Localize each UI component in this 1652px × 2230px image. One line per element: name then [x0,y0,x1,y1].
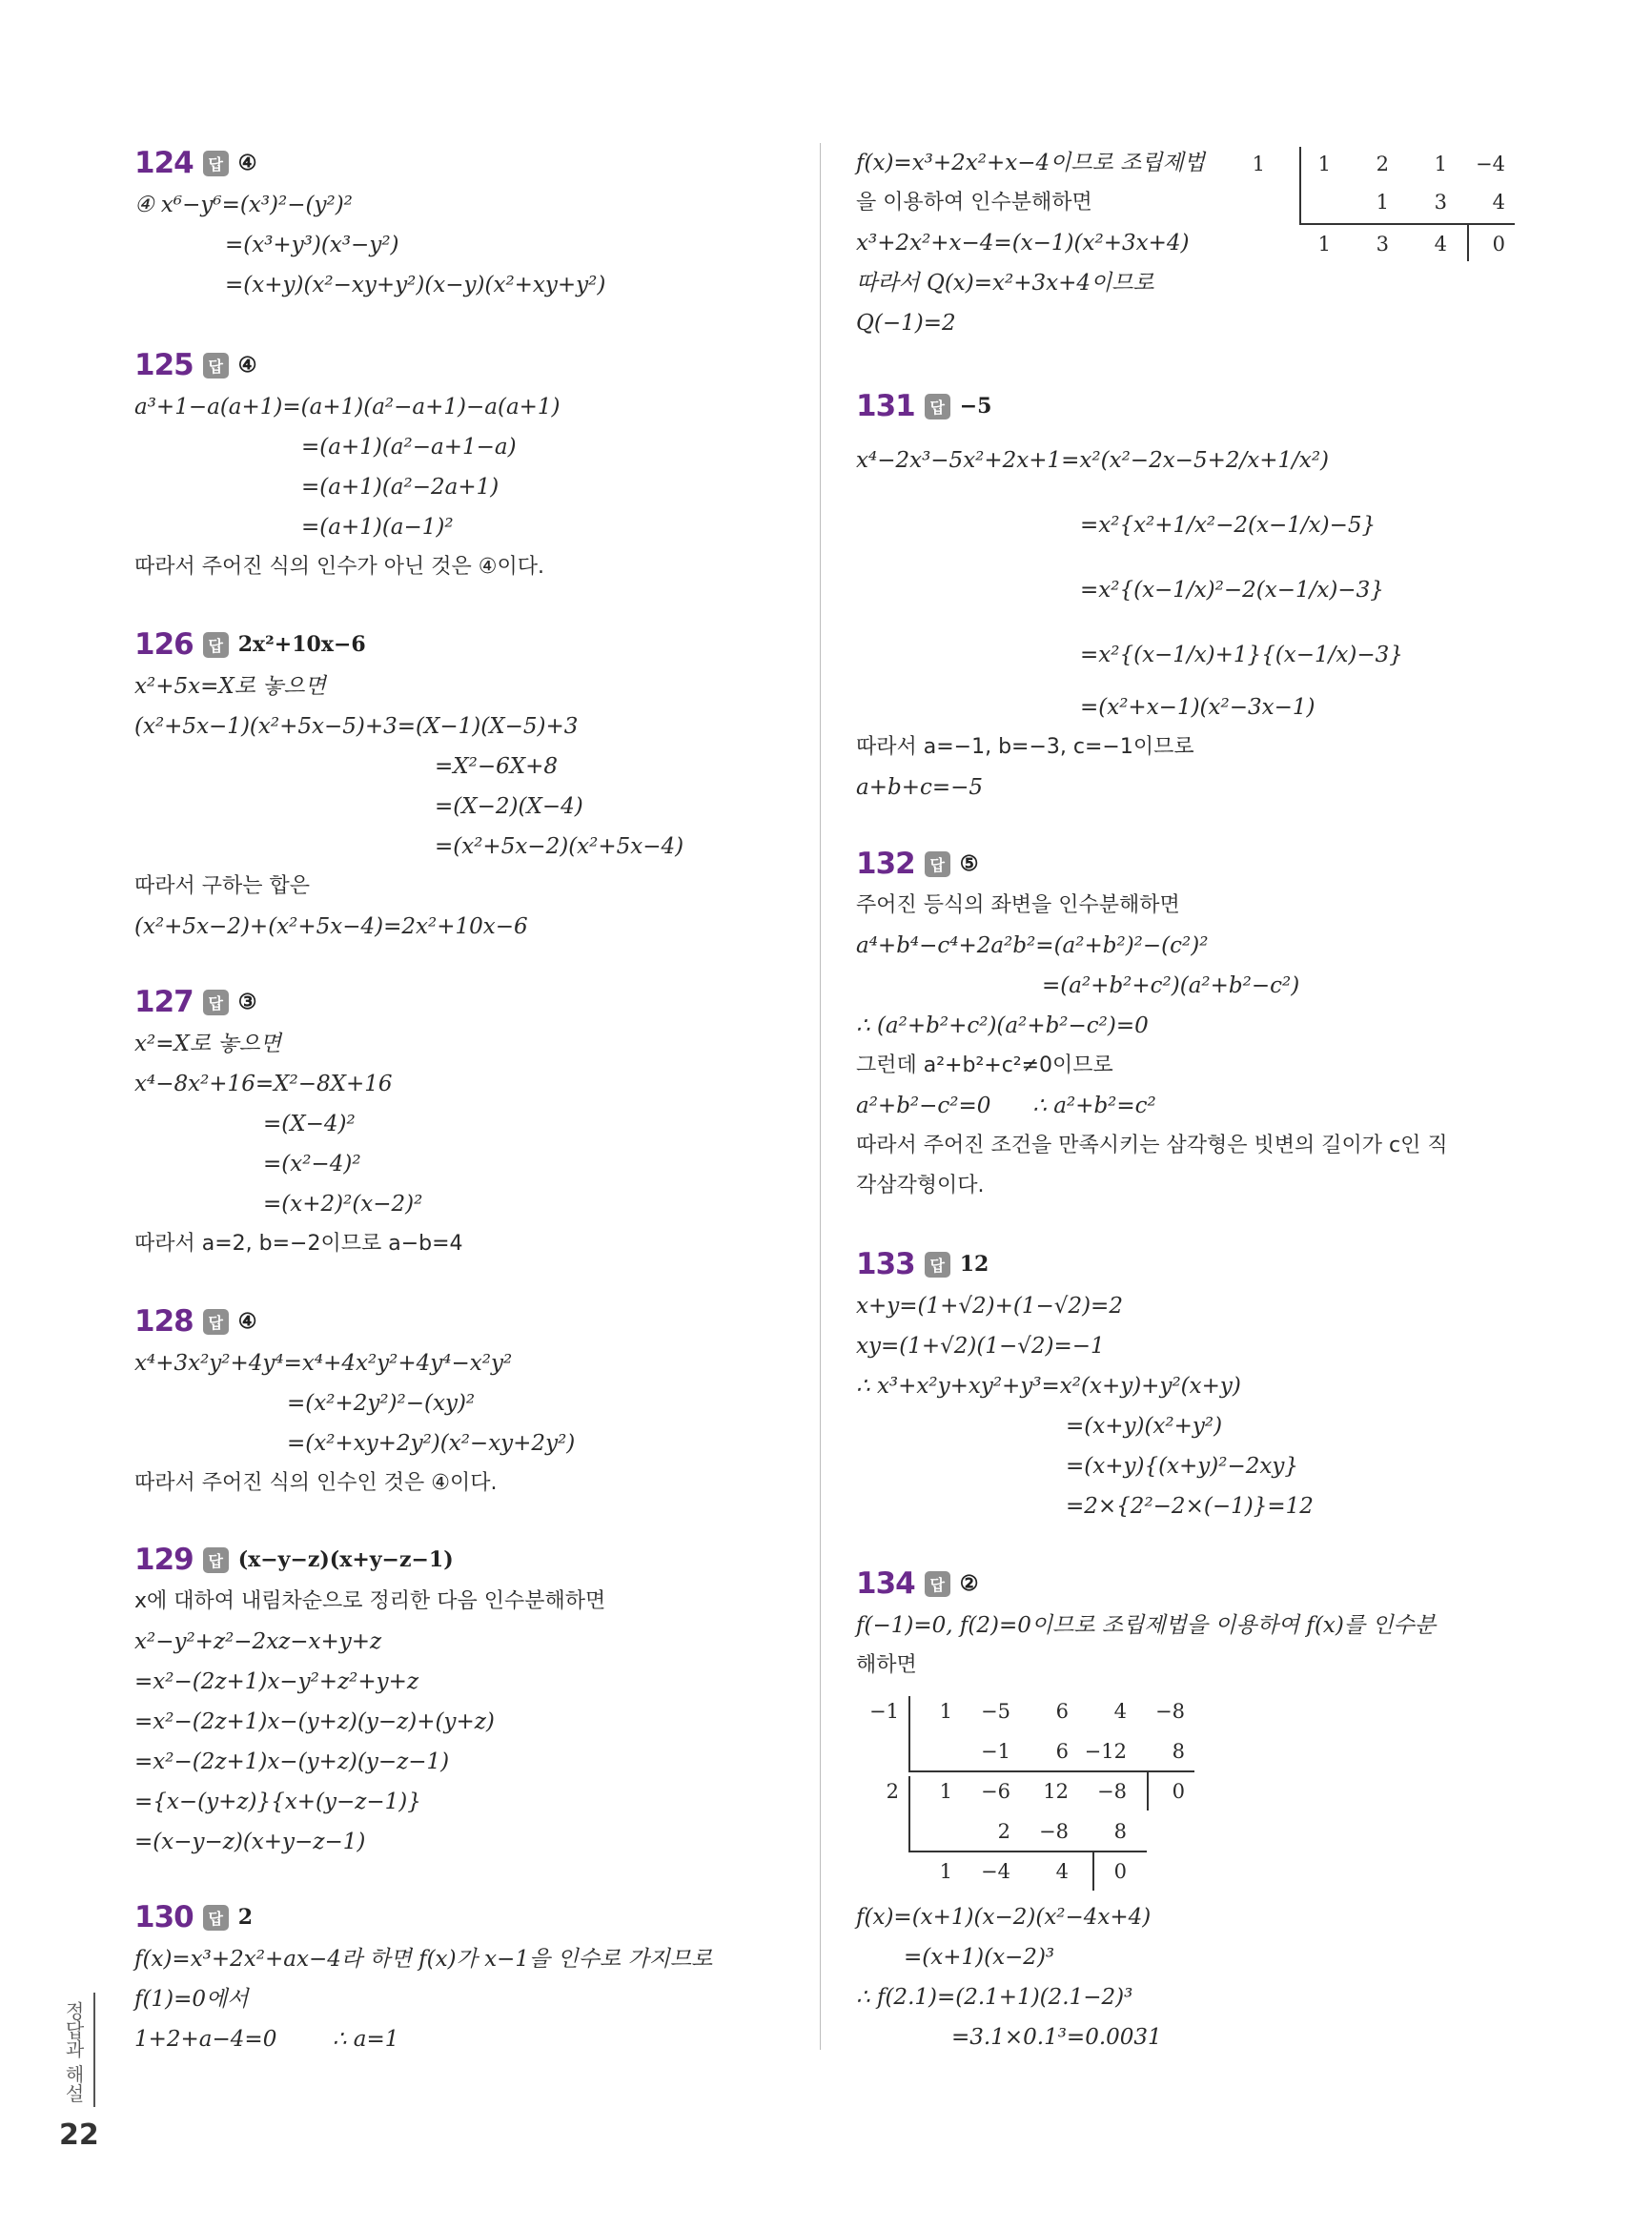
syn-cell: 1 [939,1780,952,1803]
solution-line: ∴ x³+x²y+xy²+y³=x²(x+y)+y²(x+y) [856,1374,1241,1399]
solution-line: x⁴−8x²+16=X²−8X+16 [134,1072,393,1096]
syn134-divisor-1: −1 [869,1700,899,1723]
solution-line: =X²−6X+8 [435,754,559,779]
solution-line: (x²+5x−2)+(x²+5x−4)=2x²+10x−6 [134,914,528,939]
solution-line: f(x)=(x+1)(x−2)(x²−4x+4) [856,1905,1152,1930]
answer-value: −5 [959,394,992,419]
problem-p132 [856,844,1523,1206]
problem-number: 129 [134,1543,194,1577]
problem-p134 [856,1564,1523,1686]
solution-line: 1+2+a−4=0 ∴ a=1 [134,2027,399,2052]
problem-p124 [134,143,783,305]
answer-value: 2x²+10x−6 [237,632,366,657]
syn-cell [1273,183,1331,221]
syn-cell: −8 [1155,1700,1185,1723]
solution-line: 각삼각형이다. [856,1174,985,1197]
problem-number: 134 [856,1566,915,1601]
answer-value: ④ [237,353,257,378]
problem-header [134,624,783,665]
problem-p125 [134,345,783,587]
answer-value: ④ [237,1309,257,1334]
syn-cell: 3 [1434,191,1447,214]
solution-line: f(x)=x³+2x²+ax−4라 하면 f(x)가 x−1을 인수로 가지므로 [134,1947,713,1972]
syn-cell: 3 [1376,233,1389,256]
solution-line: =(X−4)² [263,1112,356,1136]
syn-cell: −8 [1097,1780,1127,1803]
solution-line: ∴ f(2.1)=(2.1+1)(2.1−2)³ [856,1985,1133,2010]
page-number: 22 [59,2118,99,2152]
syn-cell: 1 [1376,191,1389,214]
syn-cell: 1 [1317,233,1331,256]
solution-line: x²+5x=X로 놓으면 [134,674,326,699]
problem-number: 131 [856,389,915,423]
solution-line: f(x)=x³+2x²+x−4이므로 조립제법 [856,151,1205,175]
answer-value: 2 [237,1905,254,1930]
answer-badge: 답 [925,851,950,877]
problem-header [134,143,783,183]
answer-value: (x−y−z)(x+y−z−1) [237,1547,454,1572]
answer-badge: 답 [925,1252,950,1278]
syn-cell: 4 [1492,191,1505,214]
solution-line: x⁴−2x³−5x²+2x+1=x²(x²−2x−5+2/x+1/x²) [856,448,1330,473]
syn-cell: 0 [1172,1780,1185,1803]
synthetic-division-130 [1252,143,1525,272]
solution-line: =3.1×0.1³=0.0031 [951,2025,1162,2050]
solution-line: =(x³+y³)(x³−y²) [225,233,399,257]
section-rule [93,1993,95,2107]
solution-line: 주어진 등식의 좌변을 인수분해하면 [856,893,1180,917]
solution-line: =(x²−4)² [263,1152,361,1176]
syn-cell: 1 [939,1700,952,1723]
problem-p126 [134,624,783,947]
answer-badge: 답 [203,632,229,658]
solution-line: x+y=(1+√2)+(1−√2)=2 [856,1294,1123,1319]
solution-line: =(x+1)(x−2)³ [904,1945,1055,1970]
solution-line: a⁴+b⁴−c⁴+2a²b²=(a²+b²)²−(c²)² [856,933,1209,958]
solution-line: x⁴+3x²y²+4y⁴=x⁴+4x²y²+4y⁴−x²y² [134,1351,513,1376]
syn-cell: 4 [1434,233,1447,256]
solution-line: 따라서 주어진 조건을 만족시키는 삼각형은 빗변의 길이가 c인 직 [856,1134,1448,1157]
solution-line: =(a+1)(a²−2a+1) [301,475,500,500]
problem-number: 127 [134,985,194,1019]
problem-p134b [856,1897,1523,2057]
problem-number: 126 [134,627,194,662]
syn-cell: 0 [1113,1860,1127,1883]
problem-p130 [134,1897,783,2059]
syn-cell: −6 [981,1780,1010,1803]
problem-number: 124 [134,146,194,180]
answer-value: ③ [237,990,257,1014]
solution-line: =(a²+b²+c²)(a²+b²−c²) [1042,973,1300,998]
answer-badge: 답 [925,394,950,419]
problem-header [856,844,1523,884]
solution-line: =(a+1)(a−1)² [301,515,454,540]
syn-cell: 2 [1376,153,1389,175]
problem-p129 [134,1540,783,1862]
solution-line: a²+b²−c²=0 ∴ a²+b²=c² [856,1094,1156,1118]
syn-cell: 1 [939,1860,952,1883]
problem-number: 130 [134,1900,194,1934]
solution-line: =(a+1)(a²−a+1−a) [301,435,517,460]
syn-cell: −12 [1084,1740,1127,1763]
answer-badge: 답 [203,1309,229,1335]
syn-cell: −8 [1039,1820,1069,1843]
syn130-divisor: 1 [1252,153,1265,175]
problem-p128 [134,1301,783,1504]
solution-line: ∴ (a²+b²+c²)(a²+b²−c²)=0 [856,1013,1149,1038]
solution-line: =(x²+x−1)(x²−3x−1) [1080,695,1315,720]
answer-value: ⑤ [959,851,979,876]
answer-badge: 답 [203,151,229,176]
solution-line: 따라서 Q(x)=x²+3x+4이므로 [856,271,1154,296]
solution-line: =(x+y)(x²+y²) [1066,1414,1223,1439]
syn-cell: −4 [981,1860,1010,1883]
solution-line: x²−y²+z²−2xz−x+y+z [134,1629,382,1654]
answer-badge: 답 [925,1571,950,1597]
answer-badge: 답 [203,1547,229,1573]
solution-line: =x²−(2z+1)x−(y+z)(y−z)+(y+z) [134,1709,495,1734]
solution-line: =2×{2²−2×(−1)}=12 [1066,1494,1314,1519]
solution-line: =(x+y){(x+y)²−2xy} [1066,1454,1298,1479]
problem-header [134,1540,783,1580]
syn-cell: 2 [997,1820,1010,1843]
problem-header [856,1564,1523,1604]
problem-number: 128 [134,1304,194,1339]
solution-line: =x²−(2z+1)x−y²+z²+y+z [134,1669,419,1694]
problem-p127 [134,982,783,1264]
problem-number: 125 [134,348,194,382]
synthetic-division-134 [856,1692,1199,1892]
syn-cell: −5 [981,1700,1010,1723]
syn-cell [894,1812,952,1851]
answer-badge: 답 [203,353,229,378]
syn-cell: 8 [1113,1820,1127,1843]
syn-cell [1127,1812,1185,1851]
syn-cell: 4 [1113,1700,1127,1723]
answer-value: ② [959,1571,979,1596]
solution-line: x에 대하여 내림차순으로 정리한 다음 인수분해하면 [134,1589,606,1613]
problem-header [134,1301,783,1341]
column-divider [820,143,821,2050]
solution-line: Q(−1)=2 [856,311,956,336]
syn-cell [894,1732,952,1770]
solution-line: =x²−(2z+1)x−(y+z)(y−z−1) [134,1749,450,1774]
solution-line: 따라서 a=2, b=−2이므로 a−b=4 [134,1232,463,1256]
solution-line: =(x+2)²(x−2)² [263,1192,423,1217]
problem-header [856,386,1523,426]
problem-header [856,1244,1523,1284]
solution-line: x²=X로 놓으면 [134,1032,282,1056]
answer-badge: 답 [203,1905,229,1931]
answer-badge: 답 [203,990,229,1015]
problem-header [134,1897,783,1937]
problem-number: 132 [856,847,915,881]
solution-line: =x²{(x−1/x)²−2(x−1/x)−3} [1080,578,1384,603]
solution-line: x³+2x²+x−4=(x−1)(x²+3x+4) [856,231,1190,256]
solution-line: =(x+y)(x²−xy+y²)(x−y)(x²+xy+y²) [225,273,606,297]
solution-line: (x²+5x−1)(x²+5x−5)+3=(X−1)(X−5)+3 [134,714,579,739]
solution-line: ④ x⁶−y⁶=(x³)²−(y²)² [134,193,353,217]
solution-line: xy=(1+√2)(1−√2)=−1 [856,1334,1105,1359]
solution-line: =(x²+2y²)²−(xy)² [287,1391,476,1416]
solution-line: a³+1−a(a+1)=(a+1)(a²−a+1)−a(a+1) [134,395,561,419]
solution-line: =x²{(x−1/x)+1}{(x−1/x)−3} [1080,643,1403,667]
syn-cell: −1 [981,1740,1010,1763]
solution-line: 따라서 구하는 합은 [134,874,311,898]
solution-line: 따라서 주어진 식의 인수인 것은 ④이다. [134,1471,498,1495]
solution-line: 따라서 a=−1, b=−3, c=−1이므로 [856,735,1194,759]
syn-cell: 8 [1172,1740,1185,1763]
syn134-divisor-2: 2 [886,1780,899,1803]
solution-line: 을 이용하여 인수분해하면 [856,191,1092,215]
syn-cell: 0 [1492,233,1505,256]
solution-line: =(x−y−z)(x+y−z−1) [134,1830,366,1854]
problem-p133 [856,1244,1523,1526]
solution-line: =(X−2)(X−4) [435,794,583,819]
problem-header [134,345,783,385]
problem-header [134,982,783,1022]
solution-line: 따라서 주어진 식의 인수가 아닌 것은 ④이다. [134,555,544,579]
solution-line: a+b+c=−5 [856,775,984,800]
solution-line: 해하면 [856,1653,917,1677]
syn-cell: 12 [1043,1780,1069,1803]
solution-line: f(−1)=0, f(2)=0이므로 조립제법을 이용하여 f(x)를 인수분 [856,1613,1437,1638]
syn-cell: 6 [1055,1740,1069,1763]
problem-number: 133 [856,1247,915,1281]
solution-line: =(x²+xy+2y²)(x²−xy+2y²) [287,1431,576,1456]
syn-cell: 1 [1434,153,1447,175]
problem-p131 [856,386,1523,808]
solution-line: 그런데 a²+b²+c²≠0이므로 [856,1054,1113,1077]
solution-line: =(x²+5x−2)(x²+5x−4) [435,834,684,859]
answer-value: ④ [237,151,257,175]
solution-line: f(1)=0에서 [134,1987,249,2012]
answer-value: 12 [959,1252,989,1277]
syn-cell: 6 [1055,1700,1069,1723]
syn-cell: 1 [1317,153,1331,175]
syn-cell: 4 [1055,1860,1069,1883]
solution-line: =x²{x²+1/x²−2(x−1/x)−5} [1080,513,1377,538]
solution-line: ={x−(y+z)}{x+(y−z−1)} [134,1790,421,1814]
syn-cell: −4 [1476,153,1505,175]
syn-cell [1127,1852,1185,1891]
section-label: 정답과 해설 [62,2001,85,2103]
